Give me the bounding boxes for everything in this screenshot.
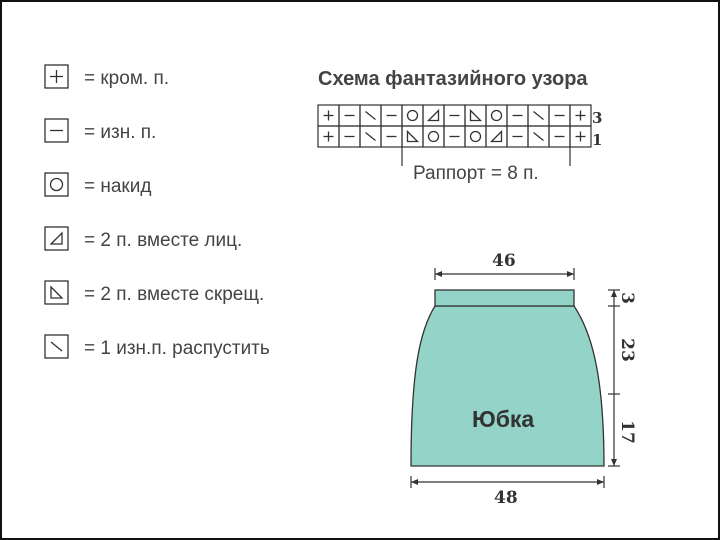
top-width-label: 46: [492, 251, 516, 271]
circle-icon: [402, 105, 423, 126]
minus-icon: [339, 105, 360, 126]
triangle-left-icon: [402, 126, 423, 147]
minus-icon: [507, 105, 528, 126]
minus-icon: [549, 105, 570, 126]
plus-icon: [318, 105, 339, 126]
legend-label: = 2 п. вместе скрещ.: [84, 284, 265, 305]
plus-icon: [570, 126, 591, 147]
row-number: 3: [592, 109, 603, 127]
legend-item-minus: [45, 119, 156, 143]
triangle-left-icon: [45, 281, 68, 304]
chart-title: Схема фантазийного узора: [318, 68, 588, 90]
row-number: 1: [592, 131, 603, 149]
minus-icon: [381, 126, 402, 147]
minus-icon: [45, 119, 68, 142]
legend-item-k2tog: [45, 227, 242, 251]
legend: [45, 65, 270, 359]
legend-item-plus: [45, 65, 169, 89]
pattern-chart: [318, 105, 591, 147]
skirt-label: Юбка: [472, 406, 535, 432]
legend-item-circle: [45, 173, 151, 197]
slash-icon: [360, 105, 381, 126]
waistband: [435, 290, 574, 306]
minus-icon: [444, 105, 465, 126]
minus-icon: [381, 105, 402, 126]
plus-icon: [45, 65, 68, 88]
legend-label: = изн. п.: [84, 122, 157, 143]
minus-icon: [507, 126, 528, 147]
legend-item-k2tog-crossed: [45, 281, 264, 305]
minus-icon: [339, 126, 360, 147]
plus-icon: [318, 126, 339, 147]
skirt-body: [411, 306, 604, 466]
bottom-width-dimension: [411, 476, 604, 488]
slash-icon: [528, 105, 549, 126]
minus-icon: [549, 126, 570, 147]
bottom-width-label: 48: [494, 488, 518, 508]
circle-icon: [465, 126, 486, 147]
slash-icon: [528, 126, 549, 147]
legend-item-drop: [45, 335, 270, 359]
legend-label: = 2 п. вместе лиц.: [84, 230, 243, 251]
triangle-right-icon: [45, 227, 68, 250]
legend-label: = кром. п.: [84, 68, 170, 89]
plus-icon: [570, 105, 591, 126]
minus-icon: [444, 126, 465, 147]
slash-icon: [360, 126, 381, 147]
rapport-label: Раппорт = 8 п.: [413, 163, 539, 184]
triangle-left-icon: [465, 105, 486, 126]
middle-height-label: 23: [617, 338, 637, 362]
lower-height-label: 17: [617, 420, 637, 444]
triangle-right-icon: [423, 105, 444, 126]
slash-icon: [45, 335, 68, 358]
triangle-right-icon: [486, 126, 507, 147]
skirt-schematic: [411, 251, 637, 508]
circle-icon: [423, 126, 444, 147]
circle-icon: [486, 105, 507, 126]
legend-label: = 1 изн.п. распустить: [84, 338, 270, 359]
circle-icon: [45, 173, 68, 196]
waistband-height-label: 3: [617, 292, 637, 304]
legend-label: = накид: [84, 176, 152, 197]
